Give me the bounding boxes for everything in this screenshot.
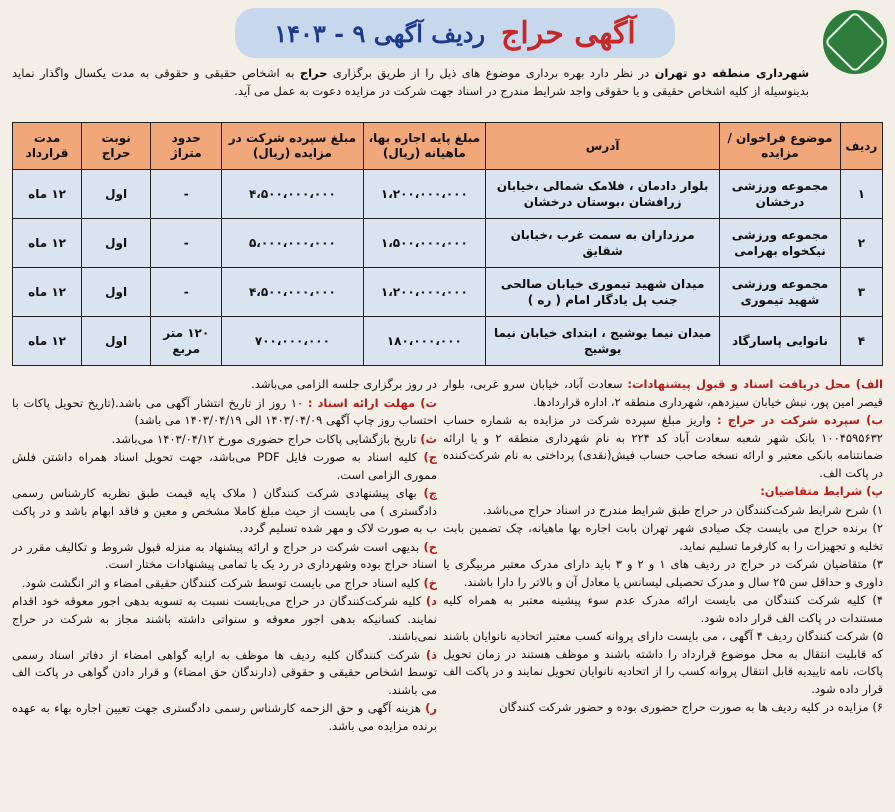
- col-header: آدرس: [486, 123, 720, 170]
- col-header: ردیف: [840, 123, 882, 170]
- cell-round: اول: [82, 317, 151, 366]
- term-heading: ت) مهلت ارائه اسناد :: [307, 395, 438, 410]
- cell-subject: مجموعه ورزشی شهید تیموری: [720, 268, 841, 317]
- term-heading: ذ): [425, 647, 437, 662]
- cell-address: بلوار دادمان ، فلامک شمالی ،خیابان زرافشان ،بوستان درخشان: [486, 170, 720, 219]
- term-text: شرکت کنندگان کلیه ردیف ها موظف به ارایه گواهی امضاء از دفاتر اسناد رسمی توسط اشخاص حقیقی و حقوقی (دارندگان حق امضاء) و قرار دادن گواهی در پاکت الف می باشند.: [12, 647, 437, 697]
- cell-deposit: ۷۰۰،۰۰۰،۰۰۰: [222, 317, 363, 366]
- term-heading: خ): [423, 575, 437, 590]
- term-text: ۴) کلیه شرکت کنندگان می بایست ارائه مدرک عدم سوء پیشینه معتبر به همراه کلیه مستندات در پاکت الف قرار داده شود.: [443, 593, 883, 625]
- cell-subject: نانوایی پاسارگاد: [720, 317, 841, 366]
- notice-title: آگهی حراج: [501, 15, 636, 51]
- col-header: موضوع فراخوان / مزایده: [720, 123, 841, 170]
- intro-paragraph: [12, 64, 809, 100]
- cell-area: ۱۲۰ متر مربع: [151, 317, 222, 366]
- term-paragraph: [443, 376, 883, 411]
- cell-base-rent: ۱،۲۰۰،۰۰۰،۰۰۰: [363, 268, 486, 317]
- cell-base-rent: ۱،۲۰۰،۰۰۰،۰۰۰: [363, 170, 486, 219]
- term-text: ۵) شرکت کنندگان ردیف ۴ آگهی ، می بایست دارای پروانه کسب معتبر اتحادیه نانوایان باشند که قابلیت انتقال به محل موضوع قرارداد را داشته باشند و موظف هستند در زمان تحویل پاکات، نامه تاییدیه قابل انتقال پروانه کسب را از اتحادیه نانوایان تحویل نمایند و در پاکت الف قرار داده شود.: [443, 629, 883, 696]
- term-text: کلیه شرکت‌کنندگان در حراج می‌بایست نسبت به تسویه بدهی اجور معوقه خود اقدام نمایند. کسانیکه بدهی اجور معوقه و سنواتی داشته باشند مجاز به شرکت در حراج نمی‌باشند.: [12, 594, 437, 643]
- table-row: [13, 268, 883, 317]
- terms-right-column: [443, 376, 883, 718]
- cell-duration: ۱۲ ماه: [13, 317, 82, 366]
- cell-address: مرزداران به سمت غرب ،خیابان شقایق: [486, 219, 720, 268]
- term-heading: ج): [423, 450, 438, 464]
- cell-address: میدان شهید تیموری خیابان صالحی جنب پل یادگار امام ( ره ): [486, 268, 720, 317]
- notice-subtitle: ردیف آگهی ۹ - ۱۴۰۳: [274, 18, 486, 48]
- intro-org: شهرداری منطقه دو تهران: [654, 66, 810, 80]
- term-text: سعادت آباد، خیابان سرو غربی، بلوار قیصر امین پور، نبش خیابان سیزدهم، شهرداری منطقه ۲، اداره قراردادها.: [443, 377, 883, 409]
- term-heading: ح): [423, 539, 438, 554]
- intro-text: در نظر دارد بهره برداری موضوع های ذیل را از طریق برگزاری: [332, 66, 650, 80]
- auction-table: [12, 122, 883, 366]
- term-paragraph: [12, 395, 437, 430]
- term-text: واریز مبلغ سپرده شرکت در مزایده به شماره حساب ۱۰۰۴۵۹۵۶۳۲ بانک شهر شعبه سعادت آباد کد ۲۲۴ به نام شهرداری منطقه ۲ و یا ارائه ضمانتنامه بانکی معتبر و ارائه نسخه صاحب حساب فیش(نقدی) پرداختی به نام شرکت‌کننده در پاکت الف.: [443, 413, 883, 480]
- term-text: ۲) برنده حراج می بایست چک صیادی شهر تهران بابت اجاره بها ماهیانه، چک تضمین بابت تخلیه و تجهیزات را به کارفرما تسلیم نماید.: [443, 521, 883, 553]
- term-paragraph: [12, 647, 437, 700]
- term-heading: ث): [420, 431, 437, 446]
- col-header: مبلغ سپرده شرکت در مزایده (ریال): [222, 123, 363, 170]
- table-header-row: [13, 123, 883, 170]
- term-heading: پ) شرایط متقاضیان:: [760, 484, 883, 498]
- cell-deposit: ۴،۵۰۰،۰۰۰،۰۰۰: [222, 170, 363, 219]
- col-header: نوبت حراج: [82, 123, 151, 170]
- cell-round: اول: [82, 219, 151, 268]
- term-heading: ر): [425, 701, 438, 715]
- cell-round: اول: [82, 268, 151, 317]
- cell-duration: ۱۲ ماه: [13, 268, 82, 317]
- term-paragraph: [443, 592, 883, 627]
- cell-base-rent: ۱۸۰،۰۰۰،۰۰۰: [363, 317, 486, 366]
- cell-deposit: ۴،۵۰۰،۰۰۰،۰۰۰: [222, 268, 363, 317]
- table-row: [13, 219, 883, 268]
- cell-subject: مجموعه ورزشی درخشان: [720, 170, 841, 219]
- term-text: تاریخ بازگشایی پاکات حراج حضوری مورخ ۱۴۰۳/۰۴/۱۲ می‌باشد.: [111, 431, 417, 446]
- col-header: حدود متراژ: [151, 123, 222, 170]
- cell-row-num: ۴: [840, 317, 882, 366]
- col-header: مدت قرارداد: [13, 123, 82, 170]
- title-band: [235, 8, 675, 58]
- term-text: در روز برگزاری جلسه الزامی می‌باشد.: [251, 377, 437, 391]
- cell-row-num: ۱: [840, 170, 882, 219]
- term-text: کلیه اسناد حراج می بایست توسط شرکت کنندگان حقیقی امضاء و اثر انگشت شود.: [21, 575, 420, 590]
- term-paragraph: [12, 700, 437, 735]
- cell-row-num: ۳: [840, 268, 882, 317]
- term-paragraph: [443, 628, 883, 698]
- cell-row-num: ۲: [840, 219, 882, 268]
- term-text: بهای پیشنهادی شرکت کنندگان ( ملاک پایه قیمت طبق نظریه کارشناس رسمی دادگستری ) می بایست از حیث مبلغ کاملا مشخص و معین و فاقد ابهام باشد و در پاکت ب به صورت لاک و مهر شده تسلیم گردد.: [12, 486, 437, 535]
- term-text: ۳) متقاضیان شرکت در حراج در ردیف های ۱ و ۲ و ۳ باید دارای مدرک معتبر مربیگری یا داوری و حداقل سن ۲۵ سال و مدرک تحصیلی لیسانس یا معادل آن و بالاتر را دارا باشند.: [443, 557, 883, 589]
- term-text: هزینه آگهی و حق الزحمه کارشناس رسمی دادگستری جهت تعیین اجاره بهاء به عهده برنده مزایده می باشد.: [12, 701, 437, 733]
- term-paragraph: [443, 699, 883, 717]
- term-paragraph: [12, 593, 437, 646]
- cell-area: -: [151, 170, 222, 219]
- cell-subject: مجموعه ورزشی نیکخواه بهرامی: [720, 219, 841, 268]
- term-paragraph: [443, 556, 883, 591]
- term-text: ۱۰ روز از تاریخ انتشار آگهی می باشد.(تاریخ تحویل پاکات با احتساب روز چاپ آگهی ۱۴۰۳/۰۴/۰۹ الی ۱۴۰۳/۰۴/۱۹ می باشد): [12, 395, 437, 427]
- intro-bold: حراج: [299, 66, 328, 80]
- term-paragraph: [12, 575, 437, 593]
- term-text: کلیه اسناد به صورت فایل PDF می‌باشد، جهت تحویل اسناد همراه داشتن فلش مموری الزامی است.: [12, 450, 437, 482]
- term-heading: ب) سپرده شرکت در حراج :: [716, 413, 883, 427]
- col-header: مبلغ پایه اجاره بها، ماهیانه (ریال): [363, 123, 486, 170]
- term-paragraph: [12, 431, 437, 449]
- cell-duration: ۱۲ ماه: [13, 170, 82, 219]
- term-paragraph: [12, 485, 437, 538]
- logo-emblem-icon: [824, 11, 886, 73]
- term-heading: چ): [423, 486, 437, 500]
- cell-area: -: [151, 268, 222, 317]
- term-paragraph: [443, 520, 883, 555]
- term-paragraph: [12, 376, 437, 394]
- term-text: بدیهی است شرکت در حراج و ارائه پیشنهاد به منزله قبول شروط و تکالیف مقرر در اسناد حراج بوده وشهرداری در رد یک یا تمامی پیشنهادات مختار است.: [12, 539, 437, 571]
- terms-section: [12, 376, 883, 806]
- term-paragraph: [443, 502, 883, 520]
- cell-area: -: [151, 219, 222, 268]
- term-paragraph: [443, 483, 883, 501]
- cell-round: اول: [82, 170, 151, 219]
- term-text: ۱) شرح شرایط شرکت‌کنندگان در حراج طبق شرایط مندرج در اسناد حراج می‌باشد.: [482, 502, 883, 517]
- table-row: [13, 317, 883, 366]
- cell-deposit: ۵،۰۰۰،۰۰۰،۰۰۰: [222, 219, 363, 268]
- term-heading: د): [425, 594, 437, 608]
- cell-base-rent: ۱،۵۰۰،۰۰۰،۰۰۰: [363, 219, 486, 268]
- cell-address: میدان نیما یوشیج ، ابتدای خیابان نیما یوشیج: [486, 317, 720, 366]
- term-paragraph: [12, 449, 437, 484]
- table-row: [13, 170, 883, 219]
- municipality-logo: [823, 10, 887, 74]
- term-heading: الف) محل دریافت اسناد و قبول پیشنهادات:: [627, 377, 883, 391]
- term-paragraph: [443, 412, 883, 482]
- terms-left-column: [12, 376, 437, 736]
- cell-duration: ۱۲ ماه: [13, 219, 82, 268]
- term-paragraph: [12, 539, 437, 574]
- intro-text-2: به اشخاص حقیقی و حقوقی به مدت یکسال واگذار نماید بدینوسیله از کلیه اشخاص حقیقی و یا حقوقی واجد شرایط مندرج در اسناد جهت شرکت در مزایده دعوت به عمل می آید.: [12, 66, 809, 98]
- term-text: ۶) مزایده در کلیه ردیف ها به صورت حراج حضوری بوده و حضور شرکت کنندگان: [499, 700, 883, 714]
